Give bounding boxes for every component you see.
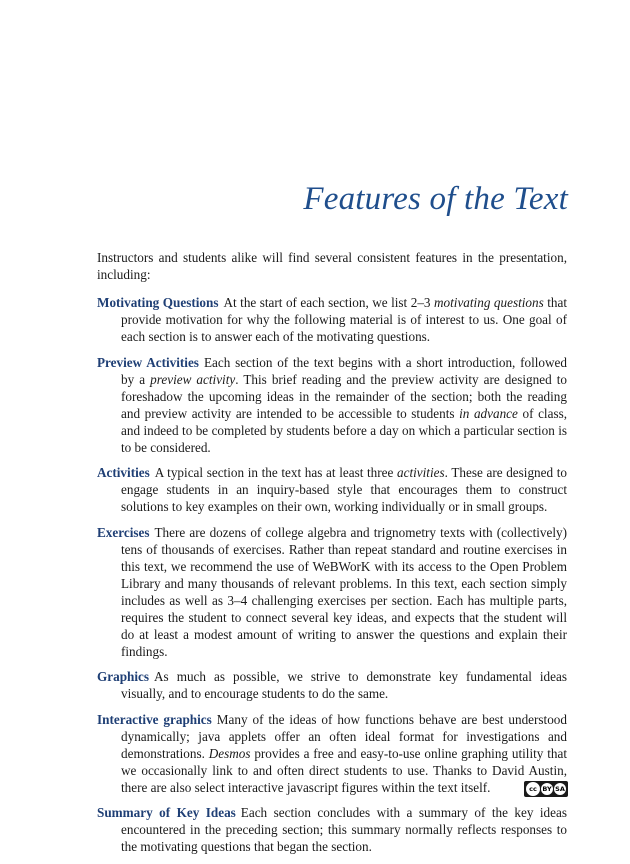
feature-text: . These are designed to engage students in an inquiry-based style that encourages them to construct solutions to key examples on their own, working individually or in small groups. — [121, 465, 567, 514]
emphasis-text: preview activity — [150, 371, 236, 387]
feature-term: Interactive graphics — [97, 711, 212, 727]
feature-text: There are dozens of college algebra and trignometry texts with (collectively) tens of thousands of exercises. Rather than repeat standard and routine exercises in this text, we recommend the use of WeBWorK with its access to the Open Problem Library and many thousands of relevant problems. In this text, each section simply includes as well as 3–4 challenging exercises per section. Each has multiple parts, requires the student to connect several key ideas, and expects that the student will do at least a modest amount of writing to answer the questions and explain their findings. — [121, 524, 567, 659]
feature-term: Exercises — [97, 524, 150, 540]
feature-text: Each section of the text begins with a short introduction, followed by a — [121, 354, 567, 387]
feature-item — [97, 294, 567, 345]
feature-text: that provide motivation for why the following material is of interest to us. One goal of each section is to answer each of the motivating questions. — [121, 295, 568, 344]
feature-term: Preview Activities — [97, 354, 199, 370]
feature-text: provides a free and easy-to-use online graphing utility that we occasionally link to and often direct students to use. Thanks to David Austin, there are also select interactive javascript figures within the text itself. — [121, 745, 567, 795]
feature-term: Motivating Questions — [97, 295, 219, 310]
feature-term: Summary of Key Ideas — [97, 805, 236, 820]
emphasis-text: motivating questions — [434, 295, 544, 310]
page-title: Features of the Text — [303, 181, 568, 217]
feature-item — [97, 804, 567, 855]
intro-paragraph: Instructors and students alike will find several consistent features in the presentation, including: — [97, 250, 567, 282]
feature-item — [97, 668, 567, 702]
feature-item — [97, 711, 567, 796]
feature-term: Activities — [97, 465, 150, 480]
feature-item — [97, 524, 567, 660]
feature-text: of class, and indeed to be completed by students before a day on which a particular section is to be considered. — [121, 405, 568, 455]
emphasis-text: activities — [397, 465, 445, 480]
feature-text: Each section concludes with a summary of the key ideas encountered in the preceding section; this summary normally reflects responses to the motivating questions that began the section. — [121, 805, 567, 854]
features-list — [97, 294, 567, 864]
emphasis-text: Desmos — [208, 745, 251, 761]
feature-text: As much as possible, we strive to demonstrate key fundamental ideas visually, and to encourage students to do the same. — [121, 669, 567, 701]
by-glyph: BY — [541, 783, 553, 795]
cc-glyph: cc — [526, 782, 540, 796]
feature-text: A typical section in the text has at least three — [154, 465, 398, 480]
feature-item — [97, 464, 567, 515]
sa-glyph: SA — [554, 783, 566, 795]
feature-text: At the start of each section, we list 2–3 — [223, 295, 434, 310]
feature-text: Many of the ideas of how functions behave are best understood dynamically; java applets offer an often ideal format for investigations and demonstrations. — [121, 711, 567, 761]
emphasis-text: in advance — [459, 405, 518, 421]
creative-commons-icon — [524, 781, 568, 797]
feature-term: Graphics — [97, 669, 150, 684]
feature-text: . This brief reading and the preview activity are designed to foreshadow the upcoming ideas in the remainder of the section; both the reading and preview activity are intended to be accessible to students — [121, 371, 567, 421]
feature-item — [97, 354, 567, 456]
